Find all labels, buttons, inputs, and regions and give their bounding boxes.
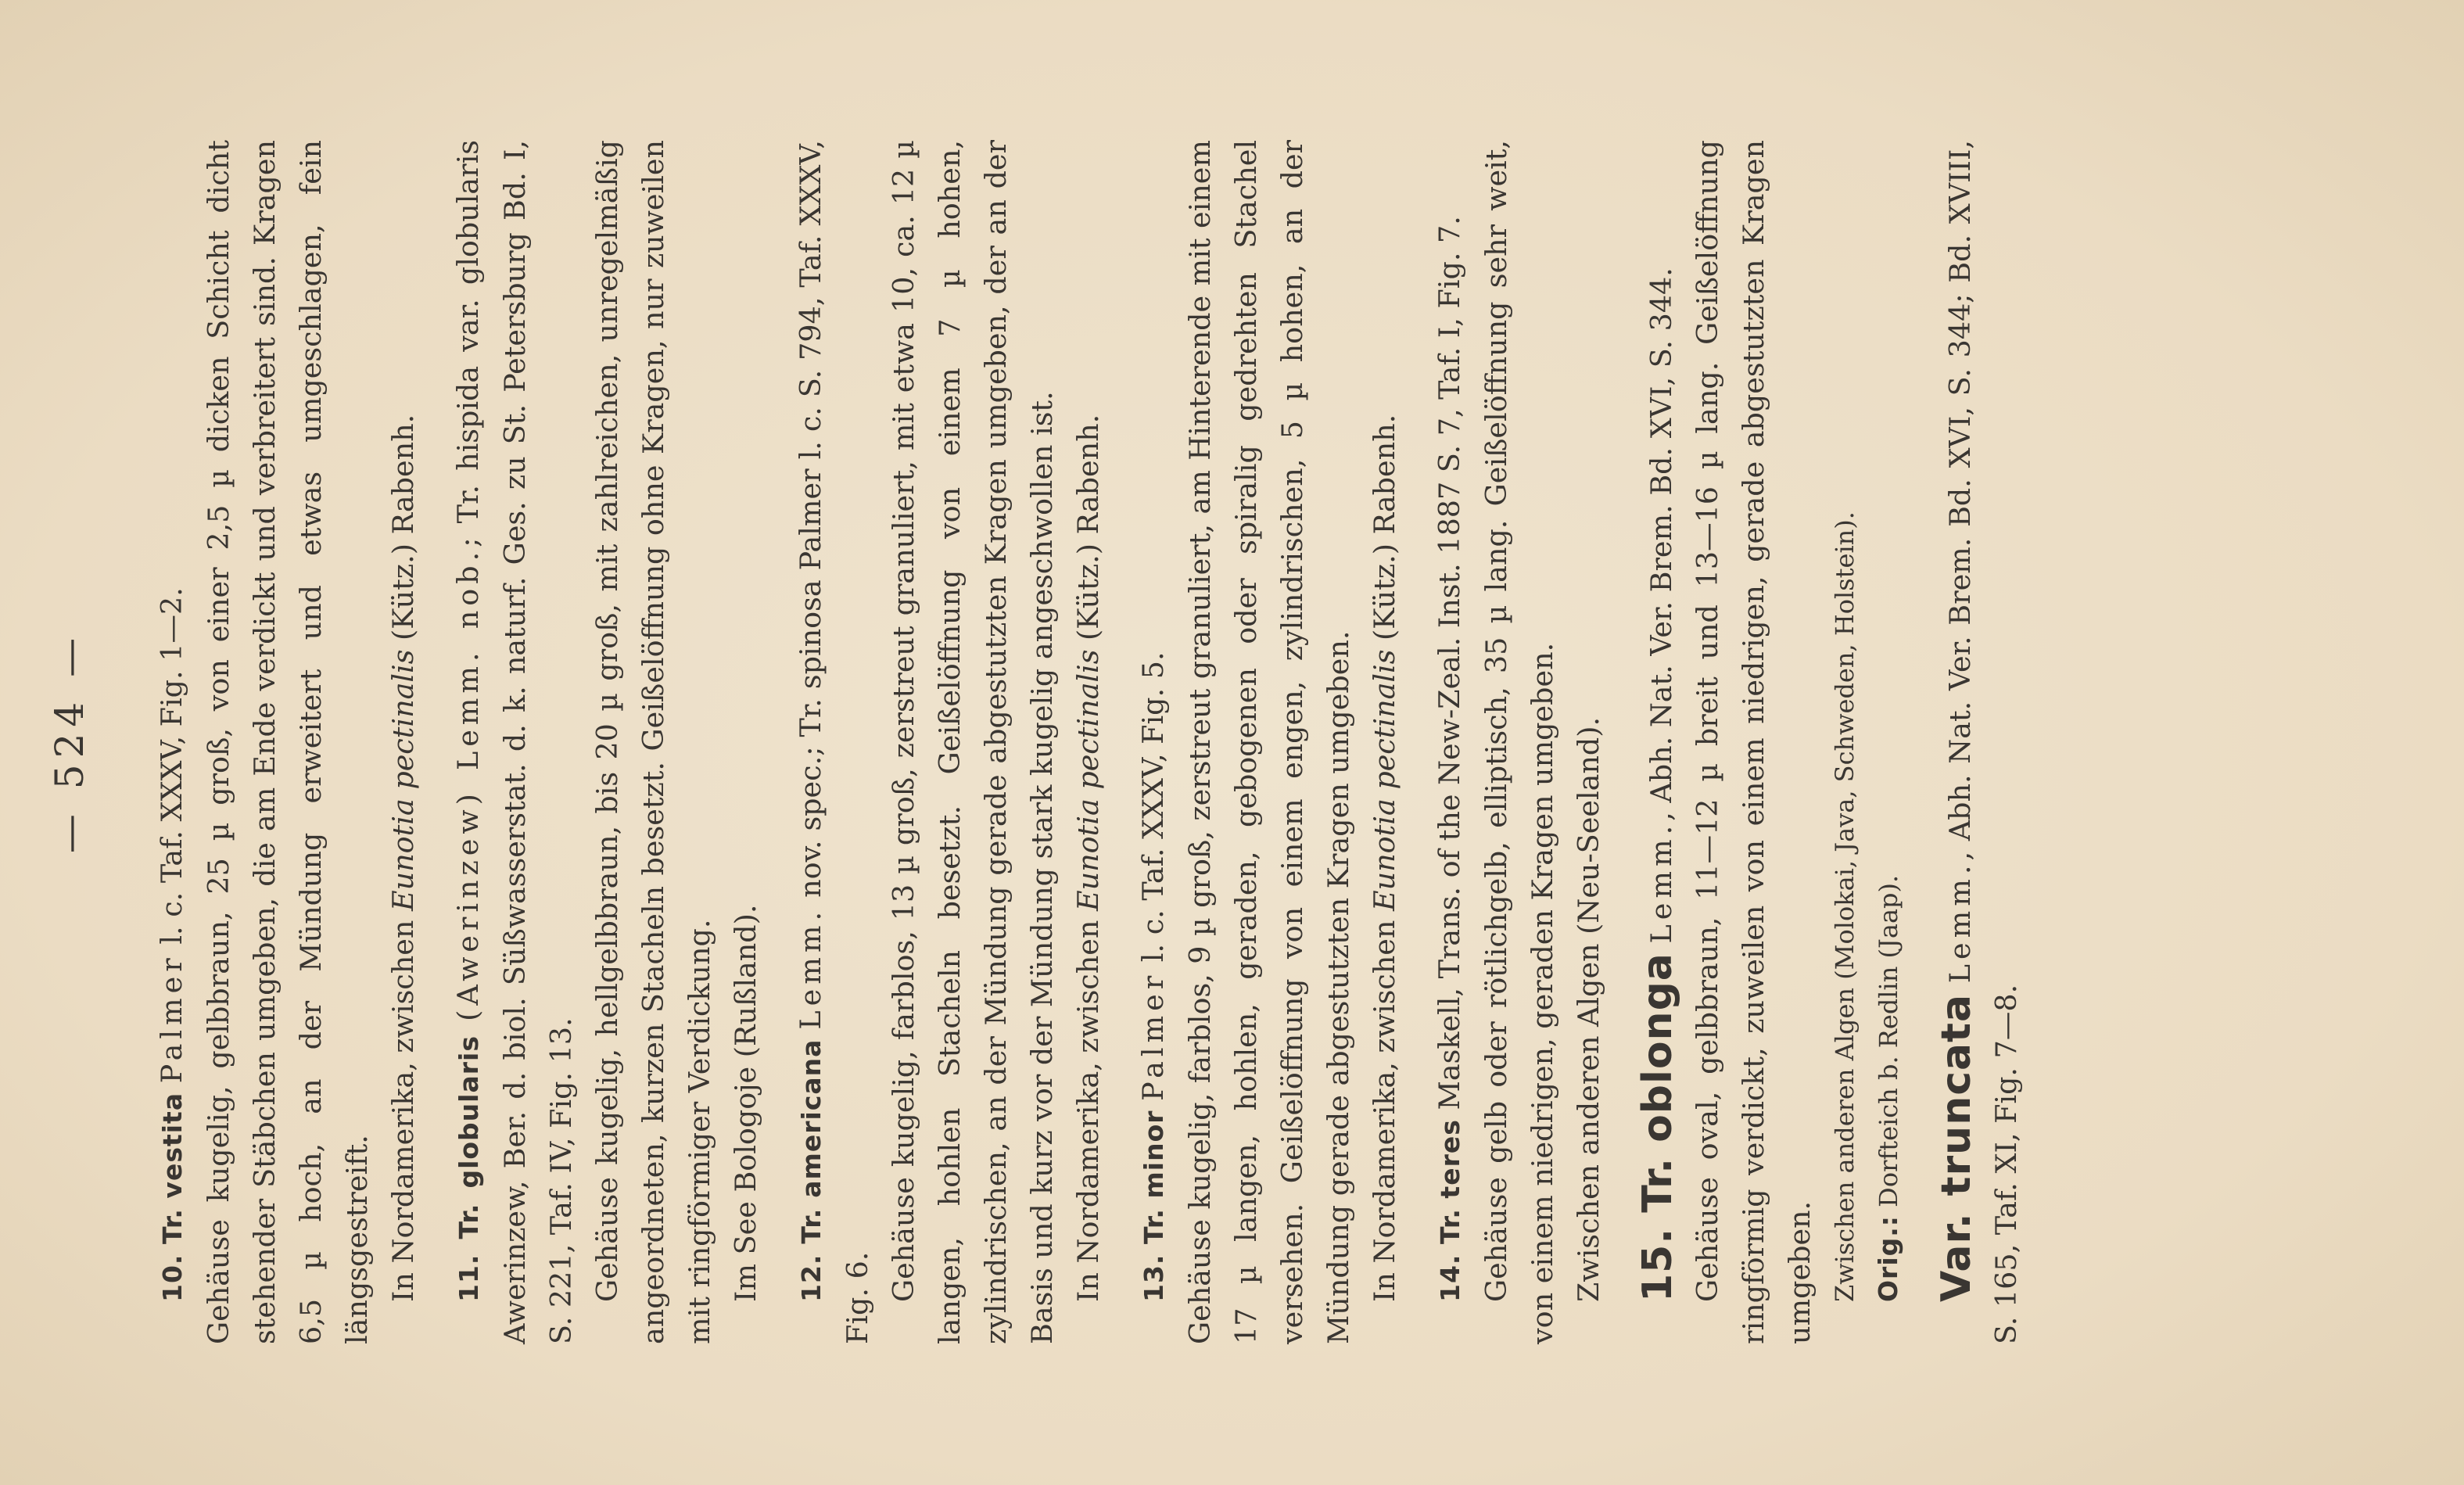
entry-11 bbox=[445, 140, 769, 1344]
entry-heading bbox=[1426, 140, 1473, 1344]
author: (Awerinzew) Lemm. nob. bbox=[451, 547, 485, 1021]
species-name: 12. Tr. americana bbox=[796, 1038, 827, 1302]
entry-heading bbox=[445, 140, 584, 1344]
entry-12 bbox=[787, 140, 1111, 1344]
entry-heading bbox=[1130, 140, 1361, 1344]
description: Gehäuse oval, gelbbraun, 11—12 µ breit und 13—16 µ lang. Geißelöffnung ringförmig verdickt, zuweilen von einem niedrigen, gerade abgestutzten Kragen umgeben. bbox=[1691, 140, 1817, 1344]
original-locality: Orig.: Dorfteich b. Redlin (Jaap). bbox=[1873, 874, 1903, 1302]
description: Gehäuse kugelig, hellgelbbraun, bis 20 µ groß, mit zahlreichen, unregelmäßig angeordneten, kurzen Stacheln besetzt. Geißelöffnung ohne Kragen, nur zuweilen mit ringförmiger Verdickung. bbox=[590, 140, 716, 1344]
reference: , Trans. of the New-Zeal. Inst. 1887 S. 7, Taf. I, Fig. 7. bbox=[1433, 216, 1466, 997]
habitat: In Nordamerika, zwischen Eunotia pectinalis (Kütz.) Rabenh. bbox=[1071, 414, 1105, 1302]
text-column bbox=[149, 140, 2029, 1344]
author: Lemm. bbox=[794, 906, 827, 1030]
entry-14 bbox=[1426, 140, 1612, 1344]
description: Gehäuse kugelig, farblos, 9 µ groß, zerstreut granuliert, am Hinterende mit einem 17 µ langen, hohlen, geraden, gebogenen oder spiralig gedrehten Stachel versehen. Geißelöffnung von einem engen, zylindrischen, 5 µ hohen, an der Mündung gerade abgestutzten Kragen umgeben. bbox=[1183, 140, 1355, 1344]
entry-10 bbox=[149, 140, 426, 1344]
reference: nov. spec.; Tr. spinosa Palmer l. c. S. 794, Taf. XXXV, Fig. 6. bbox=[794, 139, 874, 1344]
host-species: Eunotia pectinalis bbox=[1368, 649, 1401, 912]
entry-15 bbox=[1635, 140, 1910, 1344]
author: Palmer bbox=[155, 953, 188, 1084]
species-name: 13. Tr. minor bbox=[1139, 1110, 1169, 1302]
description: Gehäuse kugelig, farblos, 13 µ groß, zerstreut granuliert, mit etwa 10, ca. 12 µ langen, hohlen Stacheln besetzt. Geißelöffnung von einem 7 µ hohen, zylindrischen, an der Mündung gerade abgestutzten Kragen umgeben, der an der Basis und kurz vor der Mündung stark kugelig angeschwollen ist. bbox=[887, 140, 1059, 1344]
reference: , Abh. Nat. Ver. Brem. Bd. XVI, S. 344; Bd. XVIII, S. 165, Taf. XI, Fig. 7—8. bbox=[1943, 140, 2023, 1344]
habitat: In Nordamerika, zwischen Eunotia pectinalis (Kütz.) Rabenh. bbox=[386, 414, 420, 1302]
reference: l. c. Taf. XXXV, Fig. 1—2. bbox=[155, 587, 188, 945]
variety-name: Var. truncata bbox=[1933, 993, 1980, 1302]
species-name: 11. Tr. globularis bbox=[454, 1035, 484, 1302]
species-name: 10. Tr. vestita bbox=[157, 1092, 188, 1302]
habitat: Im See Bologoje (Rußland). bbox=[729, 904, 762, 1302]
species-name: 15. Tr. oblonga bbox=[1634, 952, 1681, 1302]
habitat: In Nordamerika, zwischen Eunotia pectinalis (Kütz.) Rabenh. bbox=[1368, 414, 1401, 1302]
reference: , Abh. Nat. Ver. Brem. Bd. XVI, S. 344. bbox=[1644, 267, 1678, 821]
entry-heading bbox=[787, 140, 881, 1344]
species-name: 14. Tr. teres bbox=[1435, 1119, 1465, 1302]
reference: l. c. Taf. XXXV, Fig. 5. bbox=[1136, 651, 1170, 963]
author: Lemm. bbox=[1644, 820, 1678, 944]
entry-13 bbox=[1130, 140, 1408, 1344]
entry-heading bbox=[1635, 140, 1684, 1344]
description: Gehäuse kugelig, gelbbraun, 25 µ groß, von einer 2,5 µ dicken Schicht dicht stehender Stäbchen umgeben, die am Ende verdickt und verbreitert sind. Kragen 6,5 µ hoch, an der Mündung erweitert und etwas umgeschlagen, fein längsgestreift. bbox=[202, 140, 374, 1344]
author: Maskell bbox=[1433, 996, 1466, 1110]
description: Gehäuse gelb oder rötlichgelb, elliptisch, 35 µ lang. Geißelöffnung sehr weit, von einem niedrigen, geraden Kragen umgeben. bbox=[1479, 140, 1559, 1344]
author: Palmer bbox=[1136, 970, 1170, 1101]
entry-heading bbox=[149, 140, 380, 1344]
habitat: Zwischen anderen Algen (Molokai, Java, Schweden, Holstein). bbox=[1830, 511, 1860, 1302]
habitat: Zwischen anderen Algen (Neu-Seeland). bbox=[1572, 716, 1605, 1302]
entry-var-truncata bbox=[1934, 140, 2029, 1344]
entry-heading bbox=[1934, 140, 2029, 1344]
orig-label: Orig.: bbox=[1873, 1215, 1903, 1302]
host-species: Eunotia pectinalis bbox=[386, 649, 420, 912]
page-number: — 524 — bbox=[47, 631, 92, 854]
host-species: Eunotia pectinalis bbox=[1071, 649, 1105, 912]
reference: ; Tr. hispida var. globularis Awerinzew, Ber. d. biol. Süßwasserstat. d. k. naturf. Ges. zu St. Petersburg Bd. I, S. 221, Taf. IV, Fig. 13. bbox=[451, 139, 578, 1344]
author: Lemm. bbox=[1943, 860, 1977, 984]
